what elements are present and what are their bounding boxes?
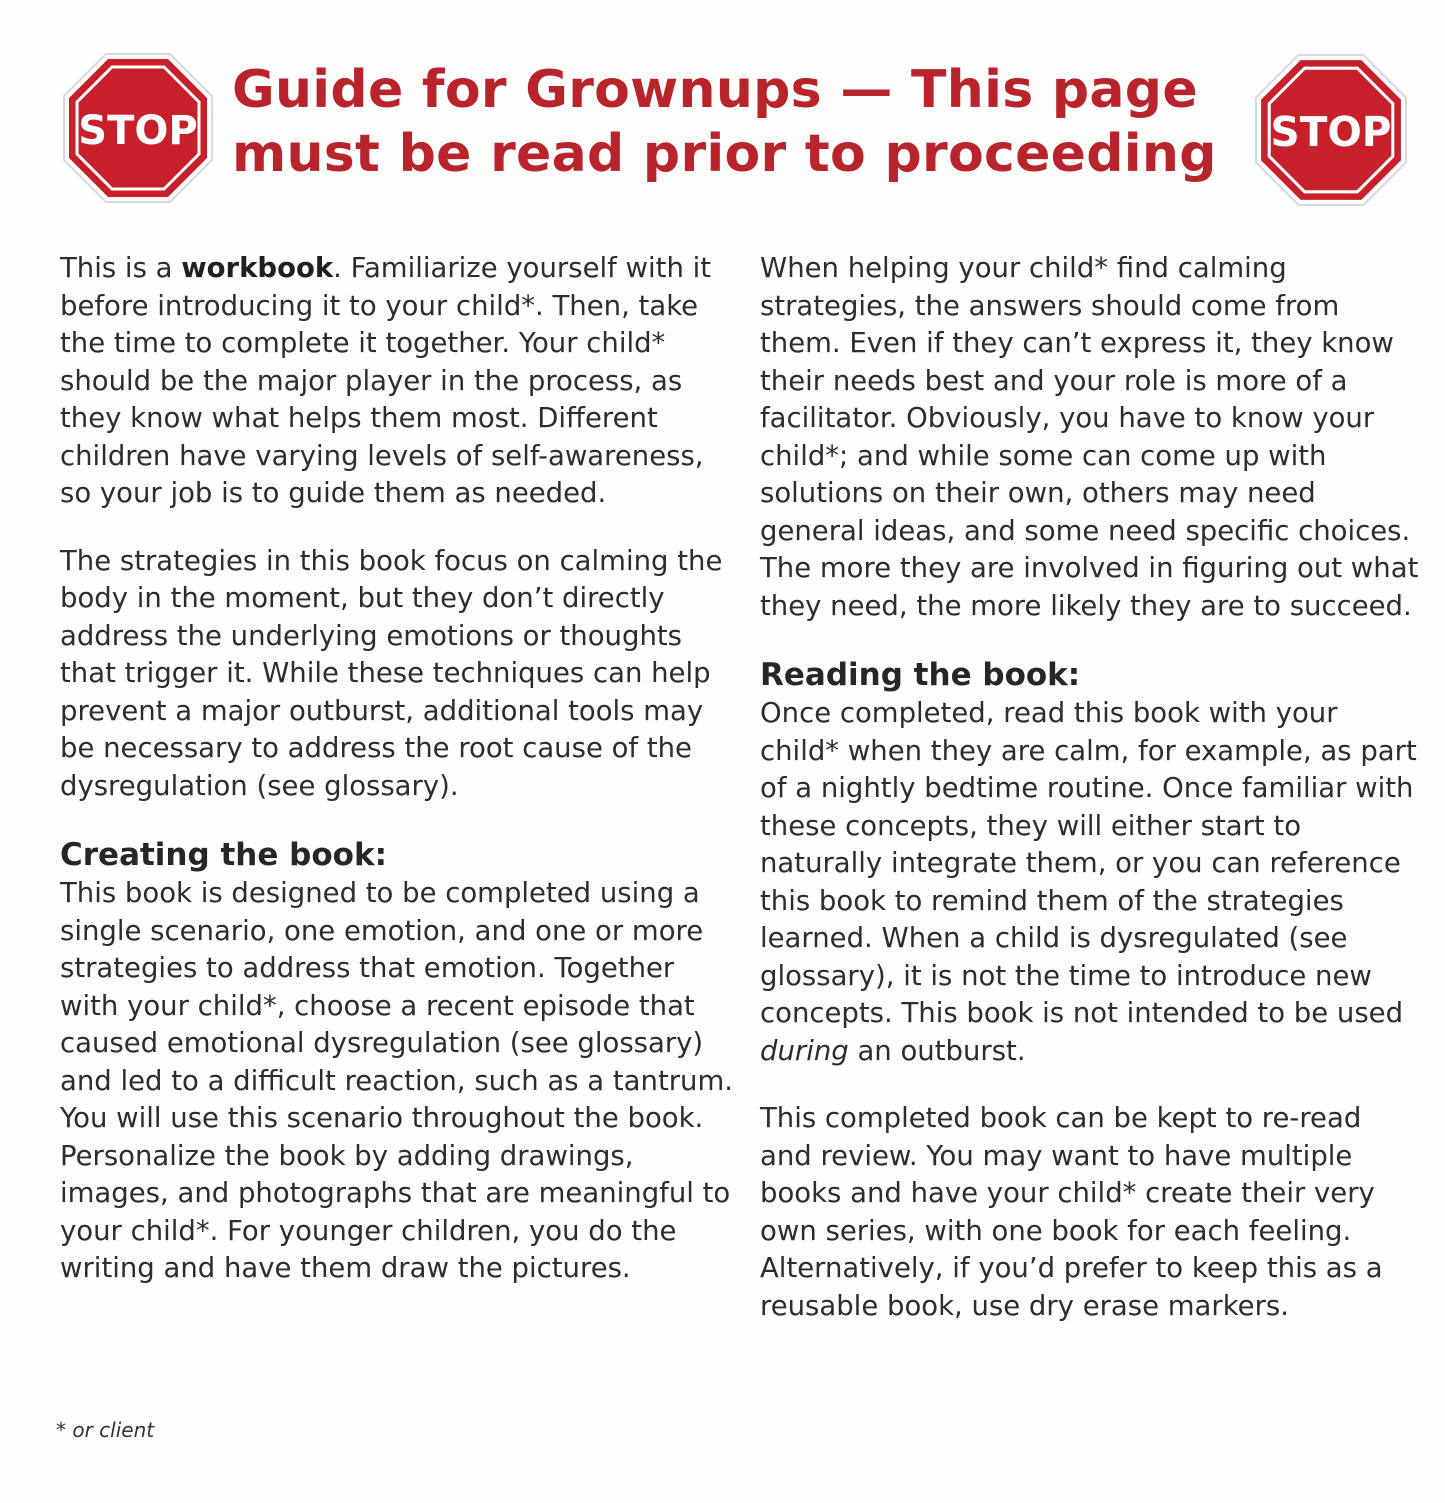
intro-paragraph: This is a workbook. Familiarize yourself with it before introducing it to your child*. Then, take the time to complete it together. Your child* should be the major player in the process, as they know what helps them most. Different children have varying levels of self-awareness, so your job is to guide them as needed. — [60, 252, 712, 509]
right-column — [760, 250, 1420, 1355]
left-column — [60, 250, 740, 1318]
workbook-term: workbook — [181, 252, 334, 284]
creating-paragraph: This book is designed to be completed using a single scenario, one emotion, and one or more strategies to address that emotion. Together with your child*, choose a recent episode that caused emotional dysregulation (see glossary) and led to a difficult reaction, such as a tantrum. You will use this scenario throughout the book. Personalize the book by adding drawings, images, and photographs that are meaningful to your child*. For younger children, you do the writing and have them draw the pictures. — [60, 877, 733, 1284]
during-emphasis: during — [760, 1034, 849, 1067]
reading-paragraph: Once completed, read this book with your child* when they are calm, for example, as part of a nightly bedtime routine. Once familiar with these concepts, they will either start to naturally integrate them, or you can reference this book to remind them of the strategies learned. When a child is dysregulated (see glossary), it is not the time to introduce new concepts. This book is not intended to be used during an outburst. — [760, 697, 1417, 1067]
svg-text:STOP: STOP — [1270, 108, 1392, 157]
page-header — [0, 0, 1445, 230]
title-line-2: must be read prior to proceeding — [232, 124, 1217, 184]
helping-paragraph: When helping your child* find calming strategies, the answers should come from them. Even if they can’t express it, they know their needs best and your role is more of a facilitator. Obviously, you have to know your child*; and while some can come up with solutions on their own, others may need general ideas, and some need specific choices. The more they are involved in figuring out what they need, the more likely they are to succeed. — [760, 252, 1419, 622]
title-line-1: Guide for Grownups — This page — [232, 60, 1198, 120]
completed-paragraph: This completed book can be kept to re-read and review. You may want to have multiple books and have your child* create their very own series, with one book for each feeling. Alternatively, if you’d prefer to keep this as a reusable book, use dry erase markers. — [760, 1102, 1383, 1322]
svg-text:STOP: STOP — [78, 108, 198, 154]
creating-heading: Creating the book: — [60, 837, 387, 873]
page-title — [232, 58, 1232, 186]
reading-heading: Reading the book: — [760, 657, 1081, 693]
stop-sign-icon — [1254, 53, 1408, 207]
footnote: * or client — [56, 1418, 155, 1442]
stop-sign-icon — [62, 52, 214, 204]
strategies-paragraph: The strategies in this book focus on calming the body in the moment, but they don’t directly address the underlying emotions or thoughts that trigger it. While these techniques can help prevent a major outburst, additional tools may be necessary to address the root cause of the dysregulation (see glossary). — [60, 544, 723, 802]
